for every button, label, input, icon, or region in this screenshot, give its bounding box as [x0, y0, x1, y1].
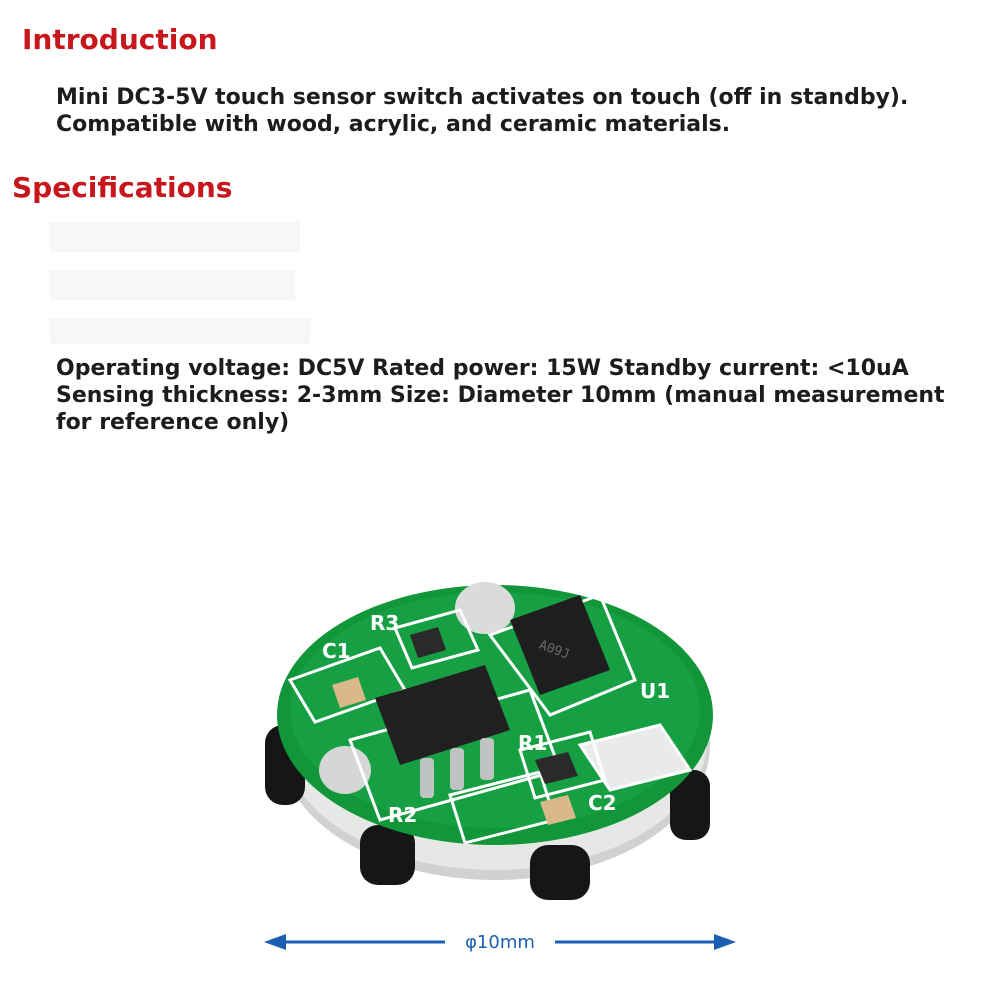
introduction-line-2: Compatible with wood, acrylic, and ceramic materials.	[56, 112, 731, 137]
introduction-text	[56, 84, 976, 138]
chip-marking: A09J	[536, 637, 572, 663]
faded-text-block	[50, 222, 300, 252]
introduction-heading: Introduction	[22, 23, 218, 56]
specifications-line-3: for reference only)	[56, 410, 290, 435]
faded-text-block	[50, 270, 295, 300]
dimension-label: φ10mm	[465, 932, 535, 953]
pad-left	[319, 746, 371, 794]
specifications-line-1: Operating voltage: DC5V Rated power: 15W Standby current: <10uA	[56, 356, 909, 381]
dimension-arrow	[260, 922, 740, 962]
label-c1: C1	[322, 639, 351, 663]
product-photo	[250, 540, 750, 920]
label-r3: R3	[370, 611, 400, 635]
dimension-indicator	[260, 922, 740, 962]
specifications-heading: Specifications	[12, 171, 233, 204]
label-r2: R2	[388, 803, 418, 827]
label-c2: C2	[588, 791, 617, 815]
specifications-line-2: Sensing thickness: 2-3mm Size: Diameter 10mm (manual measurement	[56, 383, 945, 408]
label-u1: U1	[640, 679, 671, 703]
arrow-right-icon	[714, 934, 736, 950]
faded-text-block	[50, 318, 310, 344]
introduction-line-1: Mini DC3-5V touch sensor switch activates on touch (off in standby).	[56, 85, 909, 110]
edge-solder-bottom	[530, 845, 590, 900]
edge-solder-bottom-left	[360, 825, 415, 885]
pad-top	[455, 582, 515, 634]
specifications-text	[56, 355, 986, 436]
label-r1: R1	[518, 731, 548, 755]
arrow-left-icon	[264, 934, 286, 950]
touch-sensor-board-image	[250, 540, 750, 920]
